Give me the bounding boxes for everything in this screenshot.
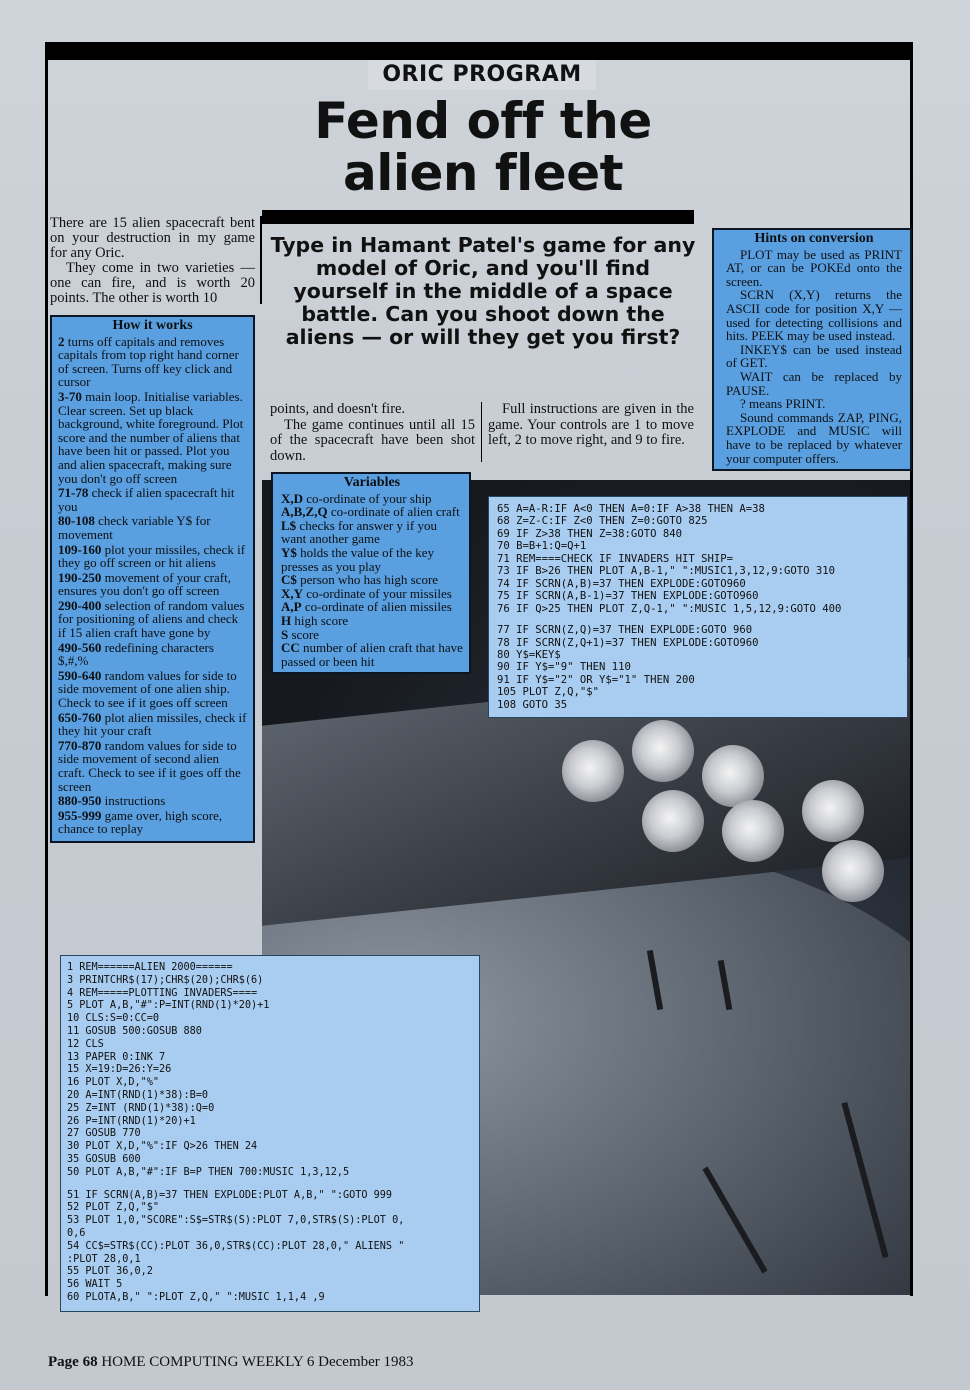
code-line: 68 Z=Z-C:IF Z<0 THEN Z=0:GOTO 825 xyxy=(497,515,708,528)
code-line: 50 PLOT A,B,"#":IF B=P THEN 700:MUSIC 1,3,12,5 xyxy=(67,1166,350,1178)
how-it-works-key: 880-950 xyxy=(58,793,102,809)
variable-key: L$ xyxy=(281,517,297,533)
variable-description: number of alien craft that have passed or been hit xyxy=(281,640,463,669)
how-it-works-description: plot your missiles, check if they go off screen or hit aliens xyxy=(58,541,246,571)
column-divider xyxy=(260,216,262,304)
code-line: 0,6 xyxy=(67,1227,86,1239)
listing-gap xyxy=(67,1180,473,1190)
hints-title: Hints on conversion xyxy=(754,231,874,246)
how-it-works-key: 190-250 xyxy=(58,569,102,585)
variable-description: checks for answer y if you want another game xyxy=(281,517,437,547)
code-line: 1 REM======ALIEN 2000====== xyxy=(67,962,233,973)
how-it-works-box xyxy=(50,315,255,843)
how-it-works-item xyxy=(58,514,247,541)
code-line: 4 REM=====PLOTTING INVADERS==== xyxy=(67,987,258,999)
how-it-works-item xyxy=(58,390,247,485)
intro-paragraph: There are 15 alien spacecraft bent on your destruction in my game for any Oric. xyxy=(50,215,255,261)
code-line: 53 PLOT 1,0,"SCORE":S$=STR$(S):PLOT 7,0,STR$(S):PLOT 0, xyxy=(67,1215,405,1227)
headline xyxy=(258,92,708,202)
variable-description: holds the value of the key presses as you play xyxy=(281,544,435,574)
left-frame-rule xyxy=(45,42,48,1296)
variable-description: co-ordinate of alien missiles xyxy=(301,599,452,615)
code-line: 51 IF SCRN(A,B)=37 THEN EXPLODE:PLOT A,B," ":GOTO 999 xyxy=(67,1189,393,1201)
variable-description: high score xyxy=(291,612,349,628)
variable-item xyxy=(281,573,463,587)
code-line: 52 PLOT Z,Q,"$" xyxy=(67,1202,160,1214)
how-it-works-description: main loop. Initialise variables. Clear screen. Set up black background, white foreground. Plot score and the number of aliens that have been hit or passed. Plot you and alien spacecraft, making sure you don't go off screen xyxy=(58,388,244,486)
how-it-works-key: 955-999 xyxy=(58,807,102,823)
code-line: 55 PLOT 36,0,2 xyxy=(67,1266,153,1278)
variable-item xyxy=(281,519,463,546)
how-it-works-key: 71-78 xyxy=(58,485,89,501)
how-it-works-item xyxy=(58,335,247,389)
how-it-works-item xyxy=(58,599,247,640)
how-it-works-item xyxy=(58,486,247,513)
hint-paragraph: WAIT can be replaced by PAUSE. xyxy=(726,368,902,398)
how-it-works-item xyxy=(58,809,247,836)
program-listing-part2 xyxy=(488,496,908,718)
variable-item xyxy=(281,628,463,642)
variables-box xyxy=(271,472,471,674)
variable-description: co-ordinate of alien craft xyxy=(327,504,460,520)
code-line: 5 PLOT A,B,"#":P=INT(RND(1)*20)+1 xyxy=(67,1000,270,1012)
how-it-works-description: plot alien missiles, check if they hit your craft xyxy=(58,709,247,739)
variable-key: Y$ xyxy=(281,544,297,560)
code-line: 15 X=19:D=26:Y=26 xyxy=(67,1064,172,1076)
variable-key: C$ xyxy=(281,572,297,588)
variable-key: A,B,Z,Q xyxy=(281,504,328,520)
how-it-works-description: instructions xyxy=(101,793,166,809)
variable-key: H xyxy=(281,612,292,628)
variable-item xyxy=(281,505,463,519)
variable-item xyxy=(281,600,463,614)
how-it-works-key: 590-640 xyxy=(58,667,102,683)
how-it-works-key: 109-160 xyxy=(58,541,102,557)
variable-key: S xyxy=(281,626,289,642)
code-line: 16 PLOT X,D,"%" xyxy=(67,1077,160,1089)
variable-description: co-ordinate of your missiles xyxy=(303,585,452,601)
variable-item xyxy=(281,546,463,573)
how-it-works-key: 770-870 xyxy=(58,737,102,753)
hint-paragraph: INKEY$ can be used instead of GET. xyxy=(726,341,902,371)
how-it-works-item xyxy=(58,641,247,668)
how-it-works-description: game over, high score, chance to replay xyxy=(58,807,223,837)
headline-line: Fend off the xyxy=(314,92,652,150)
code-line: 70 B=B+1:Q=Q+1 xyxy=(497,540,587,553)
page-number: Page 68 xyxy=(48,1354,98,1370)
body-column-1 xyxy=(270,402,475,464)
variable-item xyxy=(281,587,463,601)
variable-description: co-ordinate of your ship xyxy=(303,490,432,506)
program-listing-part1 xyxy=(60,955,480,1312)
code-line: 71 REM====CHECK IF INVADERS HIT SHIP= xyxy=(497,552,733,565)
engine-glow xyxy=(632,720,694,782)
how-it-works-item xyxy=(58,794,247,808)
code-line: 80 Y$=KEY$ xyxy=(497,648,561,661)
listing-gap xyxy=(497,615,899,624)
how-it-works-description: turns off capitals and removes capitals from top right hand corner of screen. Turns off key click and cursor xyxy=(58,333,239,390)
how-it-works-item xyxy=(58,739,247,793)
code-line: 35 GOSUB 600 xyxy=(67,1153,141,1165)
code-line: 26 P=INT(RND(1)*20)+1 xyxy=(67,1115,196,1127)
standfirst: Type in Hamant Patel's game for any model of Oric, and you'll find yourself in the middle of a space battle. Can you shoot down the aliens — or will they get you first? xyxy=(270,233,696,349)
how-it-works-key: 2 xyxy=(58,333,65,349)
how-it-works-item xyxy=(58,543,247,570)
variables-title: Variables xyxy=(343,475,401,490)
code-line: 11 GOSUB 500:GOSUB 880 xyxy=(67,1025,202,1037)
code-line: 10 CLS:S=0:CC=0 xyxy=(67,1013,160,1025)
variable-item xyxy=(281,641,463,668)
body-paragraph: points, and doesn't fire. xyxy=(270,401,406,417)
code-line: 13 PAPER 0:INK 7 xyxy=(67,1051,166,1063)
hint-paragraph: ? means PRINT. xyxy=(740,396,826,412)
hint-paragraph: SCRN (X,Y) returns the ASCII code for position X,Y — used for detecting collisions and hits. PEEK may be used instead. xyxy=(726,287,902,344)
engine-glow xyxy=(822,840,884,902)
code-line: 54 CC$=STR$(CC):PLOT 36,0,STR$(CC):PLOT 28,0," ALIENS " xyxy=(67,1240,405,1252)
how-it-works-description: check variable Y$ for movement xyxy=(58,513,211,542)
top-rule xyxy=(48,42,913,60)
variable-description: score xyxy=(288,626,319,642)
section-label: ORIC PROGRAM xyxy=(368,60,596,90)
how-it-works-key: 290-400 xyxy=(58,597,102,613)
how-it-works-title: How it works xyxy=(112,318,193,333)
how-it-works-key: 490-560 xyxy=(58,639,102,655)
code-line: 73 IF B>26 THEN PLOT A,B-1," ":MUSIC1,3,12,9:GOTO 310 xyxy=(497,565,836,578)
variable-key: X,Y xyxy=(281,585,304,601)
code-line: 90 IF Y$="9" THEN 110 xyxy=(497,661,631,674)
page-footer xyxy=(48,1354,414,1371)
variable-item xyxy=(281,614,463,628)
code-line: 60 PLOTA,B," ":PLOT Z,Q," ":MUSIC 1,1,4 ,9 xyxy=(67,1291,325,1303)
how-it-works-item xyxy=(58,571,247,598)
intro-paragraph: They come in two varieties — one can fire, and is worth 20 points. The other is worth 10 xyxy=(50,260,255,306)
code-line: 3 PRINTCHR$(17);CHR$(20);CHR$(6) xyxy=(67,974,264,986)
variable-key: CC xyxy=(281,640,300,656)
code-line: 91 IF Y$="2" OR Y$="1" THEN 200 xyxy=(497,673,695,686)
code-line: 25 Z=INT (RND(1)*38):Q=0 xyxy=(67,1102,215,1114)
headline-line: alien fleet xyxy=(342,144,624,202)
code-line: 74 IF SCRN(A,B)=37 THEN EXPLODE:GOTO960 xyxy=(497,577,746,590)
how-it-works-key: 650-760 xyxy=(58,709,102,725)
code-line: 30 PLOT X,D,"%":IF Q>26 THEN 24 xyxy=(67,1141,258,1153)
hints-on-conversion-box xyxy=(712,228,912,471)
hint-paragraph: Sound commands ZAP, PING, EXPLODE and MUSIC will have to be replaced by whatever your computer offers. xyxy=(726,409,902,466)
engine-glow xyxy=(642,790,704,852)
code-line: 69 IF Z>38 THEN Z=38:GOTO 840 xyxy=(497,527,682,540)
how-it-works-description: redefining characters $,#,% xyxy=(58,639,214,669)
code-line: :PLOT 28,0,1 xyxy=(67,1253,141,1265)
how-it-works-item xyxy=(58,669,247,710)
code-line: 105 PLOT Z,Q,"$" xyxy=(497,686,600,699)
how-it-works-description: selection of random values for positioning of aliens and check if 15 alien craft have gone by xyxy=(58,597,245,641)
engine-glow xyxy=(702,745,764,807)
code-line: 12 CLS xyxy=(67,1038,104,1050)
code-line: 76 IF Q>25 THEN PLOT Z,Q-1," ":MUSIC 1,5,12,9:GOTO 400 xyxy=(497,602,842,615)
how-it-works-key: 3-70 xyxy=(58,388,82,404)
hint-paragraph: PLOT may be used as PRINT AT, or can be POKEd onto the screen. xyxy=(726,246,902,289)
code-line: 108 GOTO 35 xyxy=(497,698,568,711)
body-column-2 xyxy=(488,402,694,449)
headline-rule xyxy=(262,210,694,224)
how-it-works-description: check if alien spacecraft hit you xyxy=(58,485,235,514)
column-divider xyxy=(481,402,482,462)
code-line: 56 WAIT 5 xyxy=(67,1279,123,1291)
how-it-works-description: random values for side to side movement of one alien ship. Check to see if it goes off screen xyxy=(58,667,237,711)
code-line: 20 A=INT(RND(1)*38):B=0 xyxy=(67,1089,209,1101)
engine-glow xyxy=(802,780,864,842)
engine-glow xyxy=(722,800,784,862)
variable-description: person who has high score xyxy=(296,572,439,588)
engine-glow xyxy=(562,740,624,802)
intro-text xyxy=(50,216,255,306)
code-line: 77 IF SCRN(Z,Q)=37 THEN EXPLODE:GOTO 960 xyxy=(497,624,753,637)
body-paragraph: The game continues until all 15 of the spacecraft have been shot down. xyxy=(270,416,475,464)
code-line: 65 A=A-R:IF A<0 THEN A=0:IF A>38 THEN A=38 xyxy=(497,503,765,515)
how-it-works-description: movement of your craft, ensures you don't go off screen xyxy=(58,569,231,599)
code-line: 78 IF SCRN(Z,Q+1)=37 THEN EXPLODE:GOTO960 xyxy=(497,636,759,649)
variable-item xyxy=(281,492,463,506)
how-it-works-item xyxy=(58,711,247,738)
code-line: 75 IF SCRN(A,B-1)=37 THEN EXPLODE:GOTO960 xyxy=(497,590,759,603)
how-it-works-description: random values for side to side movement of second alien craft. Check to see if it goes off the screen xyxy=(58,737,241,794)
code-line: 27 GOSUB 770 xyxy=(67,1128,141,1140)
variable-key: X,D xyxy=(281,490,304,506)
variable-key: A,P xyxy=(281,599,302,615)
publication-line: HOME COMPUTING WEEKLY 6 December 1983 xyxy=(101,1354,414,1370)
how-it-works-key: 80-108 xyxy=(58,513,95,529)
body-paragraph: Full instructions are given in the game. Your controls are 1 to move left, 2 to move right, and 9 to fire. xyxy=(488,401,694,448)
